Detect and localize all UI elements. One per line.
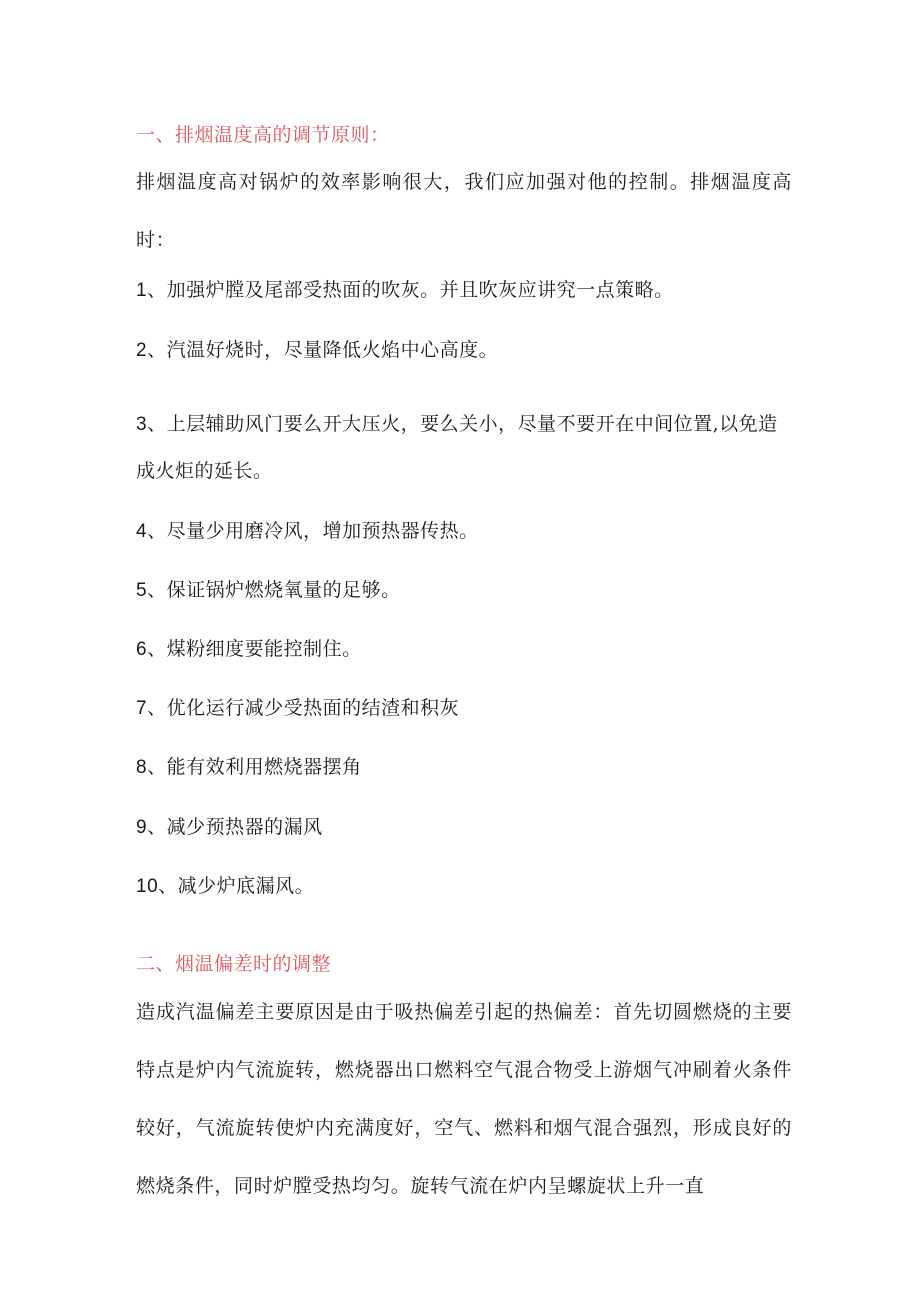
- section1-heading: 一、排烟温度高的调节原则：: [136, 124, 390, 146]
- list-item-number: 5: [136, 580, 148, 601]
- list-item-number: 6: [136, 639, 148, 660]
- list-item-number: 2: [136, 340, 148, 361]
- list-item: [136, 275, 674, 302]
- list-item: [136, 401, 792, 494]
- list-item: [136, 516, 479, 543]
- list-item-number: 1: [136, 280, 148, 301]
- section2-body: 造成汽温偏差主要原因是由于吸热偏差引起的热偏差：首先切圆燃烧的主要特点是炉内气流旋转，燃烧器出口燃料空气混合物受上游烟气冲刷着火条件较好，气流旋转使炉内充满度好，空气、燃料和烟气混合强烈，形成良好的燃烧条件，同时炉膛受热均匀。旋转气流在炉内呈螺旋状上升一直: [136, 1001, 792, 1197]
- list-item-text: 、煤粉细度要能控制住。: [147, 638, 362, 660]
- section2-heading: 二、烟温偏差时的调整: [136, 953, 332, 975]
- list-item-number: 4: [136, 521, 148, 542]
- list-item: [136, 693, 459, 720]
- list-item-text: 、保证锅炉燃烧氧量的足够。: [147, 579, 401, 601]
- list-item-text: 、汽温好烧时，尽量降低火焰中心高度。: [147, 339, 499, 361]
- list-item-text: 、尽量少用磨冷风，增加预热器传热。: [147, 520, 479, 542]
- list-item-text: 、减少预热器的漏风: [147, 816, 323, 838]
- list-item-text: 、上层辅助风门要么开大压火，要么关小，尽量不要开在中间位置,以免造成火炬的延长。: [136, 413, 778, 482]
- list-item: [136, 752, 362, 779]
- list-item: [136, 575, 401, 602]
- list-item: [136, 812, 323, 839]
- list-item-number: 8: [136, 757, 148, 778]
- section1-intro: 排烟温度高对锅炉的效率影响很大，我们应加强对他的控制。排烟温度高时：: [136, 171, 792, 251]
- list-item-text: 、加强炉膛及尾部受热面的吹灰。并且吹灰应讲究一点策略。: [147, 279, 674, 301]
- list-item-number: 7: [136, 698, 148, 719]
- list-item-number: 10: [136, 876, 159, 897]
- list-item-number: 9: [136, 817, 148, 838]
- list-item: [136, 335, 498, 362]
- list-item: [136, 871, 314, 898]
- list-item-number: 3: [136, 414, 148, 435]
- list-item-text: 、优化运行减少受热面的结渣和积灰: [147, 697, 460, 719]
- list-item-text: 、能有效利用燃烧器摆角: [147, 756, 362, 778]
- list-item-text: 、减少炉底漏风。: [158, 875, 315, 897]
- list-item: [136, 634, 362, 661]
